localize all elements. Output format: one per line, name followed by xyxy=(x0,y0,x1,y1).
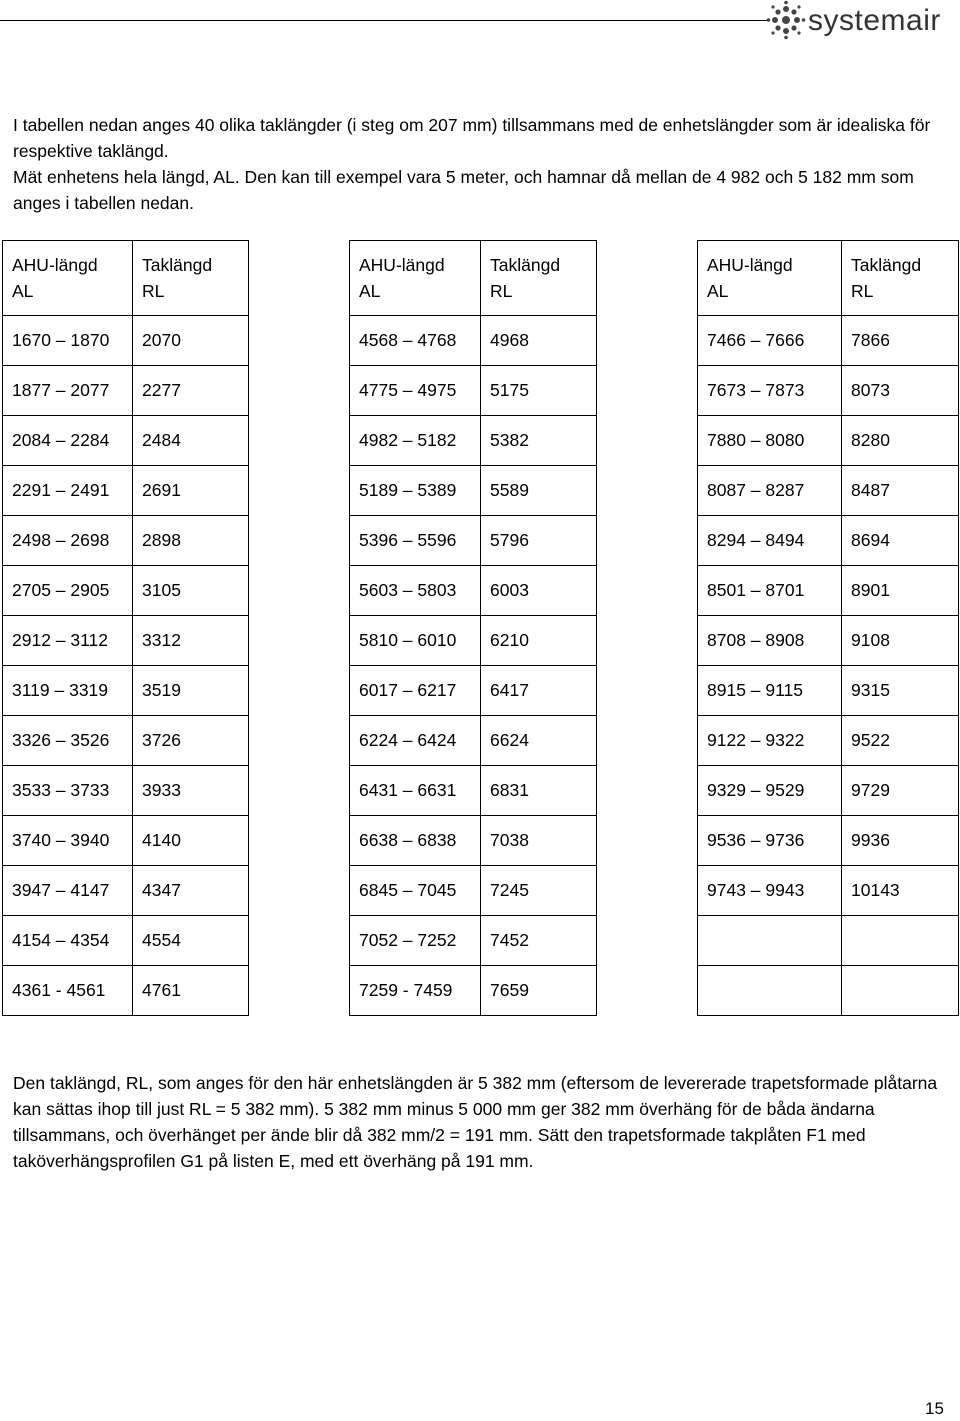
table-row xyxy=(698,666,959,716)
table-header-row xyxy=(350,241,597,316)
ahu-length-cell: 3326 – 3526 xyxy=(3,716,133,766)
ahu-length-cell: 3533 – 3733 xyxy=(3,766,133,816)
roof-length-cell: 10143 xyxy=(842,866,959,916)
table-row xyxy=(3,466,249,516)
table-row xyxy=(698,466,959,516)
table-row xyxy=(698,316,959,366)
roof-length-cell: 7866 xyxy=(842,316,959,366)
roof-length-cell: 2898 xyxy=(133,516,249,566)
table-row xyxy=(3,916,249,966)
roof-length-cell xyxy=(842,966,959,1016)
ahu-length-cell: 2498 – 2698 xyxy=(3,516,133,566)
roof-length-cell: 9936 xyxy=(842,816,959,866)
table-row xyxy=(3,416,249,466)
roof-length-cell: 5382 xyxy=(481,416,597,466)
length-table-2 xyxy=(349,240,597,1016)
ahu-length-cell: 1670 – 1870 xyxy=(3,316,133,366)
table-row xyxy=(350,566,597,616)
roof-length-cell: 7245 xyxy=(481,866,597,916)
ahu-length-cell: 8501 – 8701 xyxy=(698,566,842,616)
roof-length-cell: 8280 xyxy=(842,416,959,466)
roof-length-cell: 7659 xyxy=(481,966,597,1016)
ahu-length-cell: 4361 - 4561 xyxy=(3,966,133,1016)
table-row xyxy=(350,766,597,816)
ahu-length-cell: 6638 – 6838 xyxy=(350,816,481,866)
header-unit: RL xyxy=(851,281,874,301)
roof-length-cell: 5589 xyxy=(481,466,597,516)
header-label: Taklängd xyxy=(142,255,213,275)
intro-line-2: Mät enhetens hela längd, AL. Den kan till exempel vara 5 meter, och hamnar då mellan de 4 982 och 5 182 mm som anges i tabellen nedan. xyxy=(13,167,914,213)
ahu-length-cell xyxy=(698,966,842,1016)
ahu-length-cell: 7880 – 8080 xyxy=(698,416,842,466)
header-unit: AL xyxy=(12,281,34,301)
table-row xyxy=(3,366,249,416)
ahu-length-cell: 6224 – 6424 xyxy=(350,716,481,766)
roof-length-cell: 5796 xyxy=(481,516,597,566)
roof-length-cell: 8487 xyxy=(842,466,959,516)
brand-name: systemair xyxy=(808,4,941,37)
header-rule xyxy=(0,20,770,21)
table-row xyxy=(698,816,959,866)
intro-line-1: I tabellen nedan anges 40 olika taklängder (i steg om 207 mm) tillsammans med de enhetslängder som är idealiska för respektive taklängd. xyxy=(13,115,931,161)
ahu-length-cell: 9743 – 9943 xyxy=(698,866,842,916)
table-row xyxy=(350,866,597,916)
roof-length-cell: 7452 xyxy=(481,916,597,966)
roof-length-cell: 7038 xyxy=(481,816,597,866)
header-unit: RL xyxy=(490,281,513,301)
table-row xyxy=(3,316,249,366)
roof-length-cell: 6417 xyxy=(481,666,597,716)
ahu-length-cell: 8708 – 8908 xyxy=(698,616,842,666)
table-row xyxy=(698,866,959,916)
roof-length-cell: 4761 xyxy=(133,966,249,1016)
ahu-length-cell: 6845 – 7045 xyxy=(350,866,481,916)
ahu-length-cell: 1877 – 2077 xyxy=(3,366,133,416)
table-row xyxy=(350,666,597,716)
roof-length-cell: 6210 xyxy=(481,616,597,666)
roof-length-cell: 8694 xyxy=(842,516,959,566)
explanation-paragraph: Den taklängd, RL, som anges för den här enhetslängden är 5 382 mm (eftersom de levererade trapetsformade plåtarna kan sättas ihop till just RL = 5 382 mm). 5 382 mm minus 5 000 mm ger 382 mm överhäng för de båda ändarna tillsammans, och överhänget per ände blir då 382 mm/2 = 191 mm. Sätt den trapetsformade takplåten F1 med taköverhängsprofilen G1 på listen E, med ett överhäng på 191 mm. xyxy=(13,1073,938,1171)
roof-length-cell: 3312 xyxy=(133,616,249,666)
ahu-length-cell: 4568 – 4768 xyxy=(350,316,481,366)
table-row xyxy=(350,966,597,1016)
roof-length-cell: 8073 xyxy=(842,366,959,416)
header-label: AHU-längd xyxy=(359,255,445,275)
table-row xyxy=(698,766,959,816)
ahu-length-cell: 8294 – 8494 xyxy=(698,516,842,566)
header-label: Taklängd xyxy=(851,255,922,275)
table-row xyxy=(698,516,959,566)
roof-length-cell: 6831 xyxy=(481,766,597,816)
ahu-length-cell: 9536 – 9736 xyxy=(698,816,842,866)
table-row xyxy=(3,716,249,766)
roof-length-cell: 8901 xyxy=(842,566,959,616)
roof-length-cell: 9522 xyxy=(842,716,959,766)
header-rl xyxy=(481,241,597,316)
table-row xyxy=(350,716,597,766)
table-row xyxy=(698,616,959,666)
table-header-row xyxy=(698,241,959,316)
ahu-length-cell: 7259 - 7459 xyxy=(350,966,481,1016)
length-table-1 xyxy=(2,240,249,1016)
ahu-length-cell: 2912 – 3112 xyxy=(3,616,133,666)
header-label: AHU-längd xyxy=(707,255,793,275)
systemair-dots-icon xyxy=(766,0,806,40)
header-unit: RL xyxy=(142,281,165,301)
table-row xyxy=(350,516,597,566)
header-label: Taklängd xyxy=(490,255,561,275)
ahu-length-cell: 3740 – 3940 xyxy=(3,816,133,866)
roof-length-cell: 2484 xyxy=(133,416,249,466)
table-row xyxy=(3,616,249,666)
explanation-text xyxy=(13,1070,948,1174)
table-row xyxy=(3,516,249,566)
ahu-length-cell: 6017 – 6217 xyxy=(350,666,481,716)
ahu-length-cell: 7466 – 7666 xyxy=(698,316,842,366)
roof-length-cell: 4554 xyxy=(133,916,249,966)
table-row xyxy=(3,816,249,866)
table-row xyxy=(3,766,249,816)
ahu-length-cell: 8915 – 9115 xyxy=(698,666,842,716)
table-row xyxy=(698,916,959,966)
ahu-length-cell: 8087 – 8287 xyxy=(698,466,842,516)
ahu-length-cell: 6431 – 6631 xyxy=(350,766,481,816)
roof-length-cell: 2691 xyxy=(133,466,249,516)
header-al xyxy=(350,241,481,316)
roof-length-cell: 3105 xyxy=(133,566,249,616)
page-number: 15 xyxy=(925,1399,944,1418)
roof-length-cell: 3726 xyxy=(133,716,249,766)
roof-length-cell: 4968 xyxy=(481,316,597,366)
table-row xyxy=(698,716,959,766)
roof-length-cell: 5175 xyxy=(481,366,597,416)
table-row xyxy=(3,866,249,916)
ahu-length-cell: 2084 – 2284 xyxy=(3,416,133,466)
table-row xyxy=(698,966,959,1016)
table-row xyxy=(698,416,959,466)
brand-logo xyxy=(766,0,960,40)
table-row xyxy=(3,966,249,1016)
ahu-length-cell: 9122 – 9322 xyxy=(698,716,842,766)
roof-length-cell: 9729 xyxy=(842,766,959,816)
ahu-length-cell: 3119 – 3319 xyxy=(3,666,133,716)
table-row xyxy=(350,366,597,416)
roof-length-cell: 2277 xyxy=(133,366,249,416)
ahu-length-cell: 4982 – 5182 xyxy=(350,416,481,466)
roof-length-cell: 3519 xyxy=(133,666,249,716)
header-unit: AL xyxy=(359,281,381,301)
ahu-length-cell: 5189 – 5389 xyxy=(350,466,481,516)
ahu-length-cell: 5396 – 5596 xyxy=(350,516,481,566)
table-row xyxy=(698,366,959,416)
intro-text xyxy=(13,112,943,216)
ahu-length-cell: 7052 – 7252 xyxy=(350,916,481,966)
ahu-length-cell: 9329 – 9529 xyxy=(698,766,842,816)
roof-length-cell: 4140 xyxy=(133,816,249,866)
header-al xyxy=(698,241,842,316)
table-row xyxy=(698,566,959,616)
table-header-row xyxy=(3,241,249,316)
header-al xyxy=(3,241,133,316)
ahu-length-cell: 2291 – 2491 xyxy=(3,466,133,516)
table-row xyxy=(350,416,597,466)
roof-length-cell: 6003 xyxy=(481,566,597,616)
ahu-length-cell: 4775 – 4975 xyxy=(350,366,481,416)
table-row xyxy=(350,466,597,516)
length-table-3 xyxy=(697,240,959,1016)
roof-length-cell: 9315 xyxy=(842,666,959,716)
table-row xyxy=(350,916,597,966)
table-row xyxy=(350,316,597,366)
table-row xyxy=(350,816,597,866)
ahu-length-cell: 5603 – 5803 xyxy=(350,566,481,616)
header-rl xyxy=(133,241,249,316)
ahu-length-cell: 5810 – 6010 xyxy=(350,616,481,666)
ahu-length-cell: 2705 – 2905 xyxy=(3,566,133,616)
ahu-length-cell: 4154 – 4354 xyxy=(3,916,133,966)
roof-length-cell: 4347 xyxy=(133,866,249,916)
roof-length-cell xyxy=(842,916,959,966)
header-unit: AL xyxy=(707,281,729,301)
roof-length-cell: 6624 xyxy=(481,716,597,766)
table-row xyxy=(3,566,249,616)
table-row xyxy=(3,666,249,716)
header-rl xyxy=(842,241,959,316)
ahu-length-cell: 7673 – 7873 xyxy=(698,366,842,416)
roof-length-cell: 3933 xyxy=(133,766,249,816)
roof-length-cell: 9108 xyxy=(842,616,959,666)
ahu-length-cell xyxy=(698,916,842,966)
table-row xyxy=(350,616,597,666)
roof-length-cell: 2070 xyxy=(133,316,249,366)
ahu-length-cell: 3947 – 4147 xyxy=(3,866,133,916)
header-label: AHU-längd xyxy=(12,255,98,275)
